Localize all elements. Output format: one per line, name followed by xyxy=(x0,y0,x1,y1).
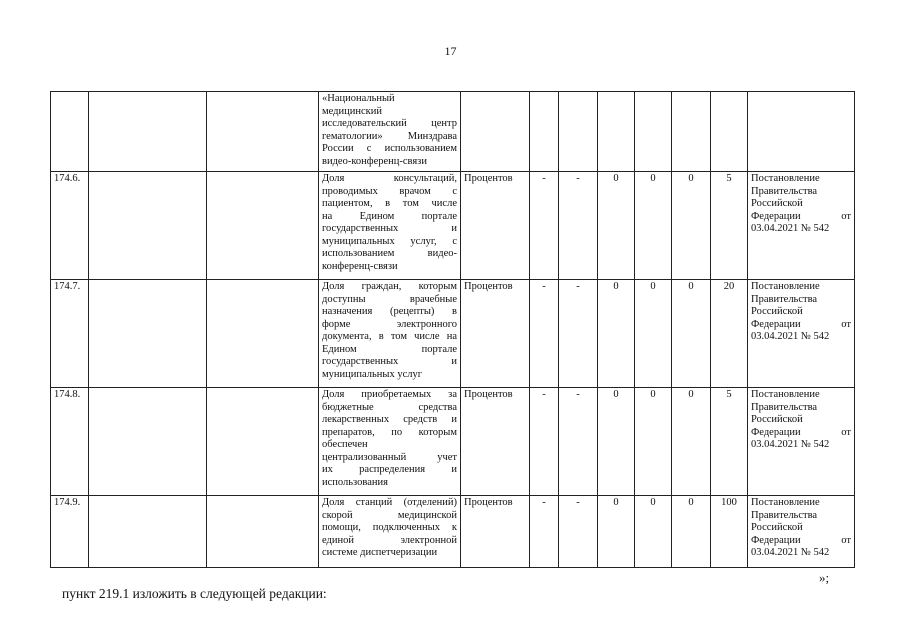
cell-description xyxy=(319,92,461,172)
text-line: использованием видео- xyxy=(322,248,457,259)
text-line: медицинский xyxy=(322,105,382,117)
basis-line: Федерации от xyxy=(751,210,851,222)
text-line: муниципальных услуг, с xyxy=(322,235,457,247)
cell-value xyxy=(711,92,748,172)
basis-line: Постановление xyxy=(751,173,820,184)
cell-unit: Процентов xyxy=(461,172,530,280)
cell-value: - xyxy=(559,172,598,280)
cell-value: - xyxy=(559,280,598,388)
cell-basis xyxy=(748,92,855,172)
text-line: Доля станций (отделений) xyxy=(322,497,457,508)
text-line: Едином портале xyxy=(322,343,457,355)
cell-value: 5 xyxy=(711,388,748,496)
cell-value: 0 xyxy=(672,496,711,568)
cell-value xyxy=(598,92,635,172)
text-line: России с использованием xyxy=(322,143,457,154)
cell-objective xyxy=(207,496,319,568)
text-line: форме электронного xyxy=(322,318,457,330)
text-line: государственных и xyxy=(322,356,457,367)
cell-value: 0 xyxy=(635,280,672,388)
basis-line: Российской xyxy=(751,522,803,533)
basis-line: Российской xyxy=(751,414,803,425)
cell-unit: Процентов xyxy=(461,496,530,568)
text-line: единой электронной xyxy=(322,534,457,546)
text-line: помощи, подключенных к xyxy=(322,522,457,533)
cell-name xyxy=(89,92,207,172)
cell-value: 0 xyxy=(672,388,711,496)
cell-value: 0 xyxy=(635,496,672,568)
cell-value: 0 xyxy=(598,172,635,280)
cell-value: - xyxy=(559,496,598,568)
cell-basis xyxy=(748,280,855,388)
text-line: государственных и xyxy=(322,223,457,234)
cell-basis xyxy=(748,496,855,568)
cell-value: 100 xyxy=(711,496,748,568)
basis-line: Федерации от xyxy=(751,318,851,330)
amendment-instruction: пункт 219.1 изложить в следующей редакции: xyxy=(62,586,327,601)
basis-line: Правительства xyxy=(751,401,818,413)
cell-name xyxy=(89,172,207,280)
table-row xyxy=(51,388,855,496)
cell-value: 0 xyxy=(635,172,672,280)
cell-basis xyxy=(748,172,855,280)
cell-unit xyxy=(461,92,530,172)
table-body xyxy=(51,92,855,568)
cell-value: - xyxy=(530,496,559,568)
text-line: бюджетные средства xyxy=(322,401,457,413)
basis-line: Постановление xyxy=(751,497,820,508)
cell-value: - xyxy=(530,280,559,388)
text-line: централизованный учет xyxy=(322,451,457,463)
cell-unit: Процентов xyxy=(461,388,530,496)
cell-value xyxy=(559,92,598,172)
text-line: использования xyxy=(322,476,388,488)
text-line: их распределения и xyxy=(322,464,457,475)
basis-line: Правительства xyxy=(751,509,818,521)
cell-value: 0 xyxy=(672,172,711,280)
cell-name xyxy=(89,496,207,568)
basis-line: Постановление xyxy=(751,281,820,292)
row-number: 174.7. xyxy=(51,280,89,388)
row-number: 174.8. xyxy=(51,388,89,496)
text-line: видео-конференц-связи xyxy=(322,155,427,167)
cell-id xyxy=(51,92,89,172)
cell-description xyxy=(319,280,461,388)
cell-value: 5 xyxy=(711,172,748,280)
cell-basis xyxy=(748,388,855,496)
cell-description xyxy=(319,496,461,568)
basis-line: 03.04.2021 № 542 xyxy=(751,223,830,234)
cell-value: 20 xyxy=(711,280,748,388)
closing-quote: »; xyxy=(819,570,830,585)
cell-value: 0 xyxy=(598,388,635,496)
basis-line: 03.04.2021 № 542 xyxy=(751,331,830,342)
basis-line: Правительства xyxy=(751,185,818,197)
basis-line: 03.04.2021 № 542 xyxy=(751,547,830,558)
cell-value: 0 xyxy=(635,388,672,496)
row-number: 174.6. xyxy=(51,172,89,280)
basis-line: 03.04.2021 № 542 xyxy=(751,439,830,450)
cell-value xyxy=(635,92,672,172)
cell-name xyxy=(89,280,207,388)
text-line: препаратов, по которым xyxy=(322,426,457,438)
cell-objective xyxy=(207,92,319,172)
text-line: лекарственных средств и xyxy=(322,414,457,425)
table-row xyxy=(51,172,855,280)
cell-objective xyxy=(207,388,319,496)
table-row xyxy=(51,280,855,388)
text-line: доступны врачебные xyxy=(322,293,457,305)
cell-value xyxy=(672,92,711,172)
text-line: проводимых врачом с xyxy=(322,185,457,197)
text-line: муниципальных услуг xyxy=(322,368,423,380)
cell-unit: Процентов xyxy=(461,280,530,388)
cell-name xyxy=(89,388,207,496)
text-line: документа, в том числе на xyxy=(322,331,457,342)
cell-value: - xyxy=(530,388,559,496)
table-row-continuation xyxy=(51,92,855,172)
cell-value: 0 xyxy=(598,280,635,388)
text-line: Доля приобретаемых за xyxy=(322,389,457,400)
indicators-table xyxy=(50,91,855,568)
cell-value: 0 xyxy=(672,280,711,388)
text-line: гематологии» Минздрава xyxy=(322,130,457,142)
cell-value xyxy=(530,92,559,172)
cell-objective xyxy=(207,280,319,388)
text-line: системе диспетчеризации xyxy=(322,547,438,558)
text-line: назначения (рецепты) в xyxy=(322,306,457,317)
text-line: скорой медицинской xyxy=(322,509,457,521)
text-line: Доля консультаций, xyxy=(322,173,457,184)
basis-line: Российской xyxy=(751,198,803,209)
text-line: конференц-связи xyxy=(322,260,398,272)
row-number: 174.9. xyxy=(51,496,89,568)
text-line: исследовательский центр xyxy=(322,118,457,129)
text-line: обеспечен xyxy=(322,439,368,450)
basis-line: Постановление xyxy=(751,389,820,400)
basis-line: Российской xyxy=(751,306,803,317)
cell-objective xyxy=(207,172,319,280)
cell-value: - xyxy=(559,388,598,496)
cell-value: - xyxy=(530,172,559,280)
text-line: пациентом, в том числе xyxy=(322,198,457,209)
page-number: 17 xyxy=(444,44,457,58)
cell-description xyxy=(319,172,461,280)
text-line: Доля граждан, которым xyxy=(322,281,457,292)
table-row xyxy=(51,496,855,568)
text-line: «Национальный xyxy=(322,93,395,104)
cell-value: 0 xyxy=(598,496,635,568)
basis-line: Федерации от xyxy=(751,426,851,438)
basis-line: Правительства xyxy=(751,293,818,305)
text-line: на Едином портале xyxy=(322,210,457,222)
basis-line: Федерации от xyxy=(751,534,851,546)
cell-description xyxy=(319,388,461,496)
